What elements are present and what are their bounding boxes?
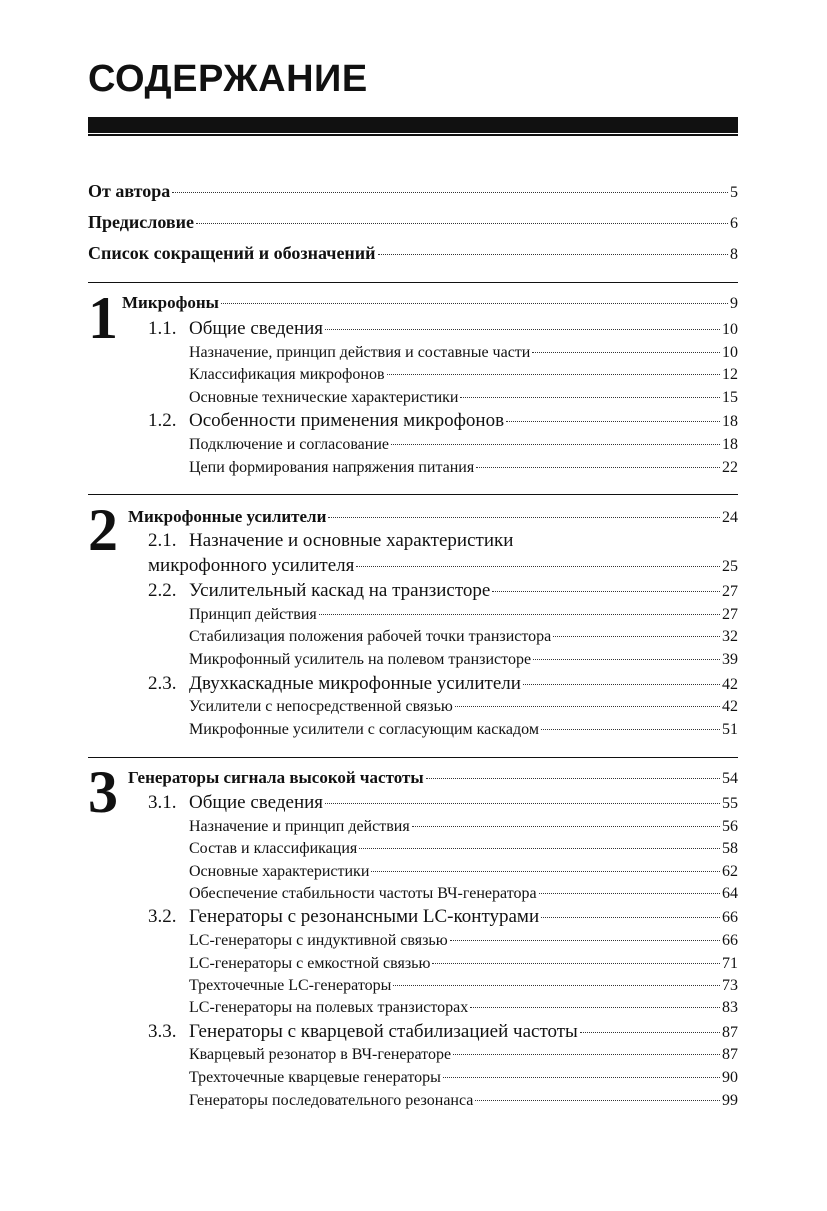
subsection-title: Цепи формирования напряжения питания bbox=[189, 459, 475, 476]
toc-page-number: 62 bbox=[722, 863, 738, 880]
toc-page-number: 8 bbox=[730, 246, 738, 263]
subsection-title: LC-генераторы с емкостной связью bbox=[189, 955, 431, 972]
subsection-title: Генераторы последовательного резонанса bbox=[189, 1092, 474, 1109]
subsection-title: LC-генераторы с индуктивной связью bbox=[189, 932, 448, 949]
toc-page-number: 42 bbox=[722, 676, 738, 693]
toc-section[interactable] bbox=[148, 673, 738, 695]
toc-page-number: 71 bbox=[722, 955, 738, 972]
toc-section-line2[interactable] bbox=[148, 555, 738, 577]
leader-dots bbox=[412, 826, 720, 827]
section-number: 1.2. bbox=[148, 410, 177, 431]
toc-subsection[interactable] bbox=[189, 721, 738, 739]
section-title: Назначение и основные характеристики bbox=[189, 530, 514, 551]
toc-subsection[interactable] bbox=[189, 366, 738, 384]
section-title: Общие сведения bbox=[189, 318, 324, 339]
toc-page-number: 66 bbox=[722, 909, 738, 926]
toc-page-number: 5 bbox=[730, 184, 738, 201]
toc-entry-title: Список сокращений и обозначений bbox=[88, 243, 376, 263]
toc-section[interactable] bbox=[148, 318, 738, 340]
toc-subsection[interactable] bbox=[189, 1092, 738, 1110]
toc-entry-abbreviations[interactable] bbox=[88, 243, 738, 264]
section-number: 1.1. bbox=[148, 318, 177, 339]
toc-page-number: 22 bbox=[722, 459, 738, 476]
leader-dots bbox=[533, 659, 720, 660]
toc-page-number: 32 bbox=[722, 628, 738, 645]
toc-page-number: 15 bbox=[722, 389, 738, 406]
toc-subsection[interactable] bbox=[189, 977, 738, 995]
toc-page-number: 10 bbox=[722, 344, 738, 361]
subsection-title: LC-генераторы на полевых транзисторах bbox=[189, 999, 469, 1016]
leader-dots bbox=[359, 848, 720, 849]
section-title: Двухкаскадные микрофонные усилители bbox=[189, 673, 521, 694]
toc-page-number: 6 bbox=[730, 215, 738, 232]
subsection-title: Микрофонный усилитель на полевом транзисторе bbox=[189, 651, 532, 668]
toc-page-number: 25 bbox=[722, 558, 738, 575]
leader-dots bbox=[391, 444, 720, 445]
chapter-number: 1 bbox=[88, 285, 118, 351]
leader-dots bbox=[553, 636, 720, 637]
toc-subsection[interactable] bbox=[189, 389, 738, 407]
section-title: Генераторы с кварцевой стабилизацией частоты bbox=[189, 1021, 578, 1042]
toc-page-number: 10 bbox=[722, 321, 738, 338]
section-title: Усилительный каскад на транзисторе bbox=[189, 580, 491, 601]
chapter-heading[interactable] bbox=[122, 293, 738, 313]
toc-page-number: 24 bbox=[722, 509, 738, 526]
subsection-title: Стабилизация положения рабочей точки транзистора bbox=[189, 628, 552, 645]
subsection-title: Усилители с непосредственной связью bbox=[189, 698, 453, 715]
toc-page-number: 87 bbox=[722, 1046, 738, 1063]
toc-page-number: 99 bbox=[722, 1092, 738, 1109]
section-number: 3.1. bbox=[148, 792, 177, 813]
toc-subsection[interactable] bbox=[189, 1069, 738, 1087]
toc-subsection[interactable] bbox=[189, 885, 738, 903]
section-number: 3.2. bbox=[148, 906, 177, 927]
leader-dots bbox=[426, 778, 720, 779]
toc-page-number: 27 bbox=[722, 583, 738, 600]
subsection-title: Назначение, принцип действия и составные части bbox=[189, 344, 531, 361]
toc-subsection[interactable] bbox=[189, 344, 738, 362]
toc-section[interactable] bbox=[148, 580, 738, 602]
section-title: Особенности применения микрофонов bbox=[189, 410, 505, 431]
toc-page-number: 66 bbox=[722, 932, 738, 949]
leader-dots bbox=[432, 963, 720, 964]
leader-dots bbox=[580, 1032, 720, 1033]
subsection-title: Принцип действия bbox=[189, 606, 317, 623]
leader-dots bbox=[319, 614, 720, 615]
toc-section[interactable] bbox=[148, 1021, 738, 1043]
toc-entry-title: От автора bbox=[88, 181, 171, 201]
chapter-separator bbox=[88, 757, 738, 758]
leader-dots bbox=[539, 893, 720, 894]
chapter-heading[interactable] bbox=[128, 768, 738, 788]
toc-page-number: 73 bbox=[722, 977, 738, 994]
title-rule-thick bbox=[88, 117, 738, 133]
chapter-title: Микрофонные усилители bbox=[128, 507, 327, 526]
toc-subsection[interactable] bbox=[189, 606, 738, 624]
page-title: СОДЕРЖАНИЕ bbox=[88, 58, 368, 100]
toc-page-number: 56 bbox=[722, 818, 738, 835]
toc-page-number: 87 bbox=[722, 1024, 738, 1041]
leader-dots bbox=[541, 729, 720, 730]
section-title: Общие сведения bbox=[189, 792, 324, 813]
toc-page-number: 58 bbox=[722, 840, 738, 857]
leader-dots bbox=[450, 940, 720, 941]
leader-dots bbox=[455, 706, 720, 707]
toc-page-number: 55 bbox=[722, 795, 738, 812]
leader-dots bbox=[460, 397, 720, 398]
toc-page-number: 18 bbox=[722, 436, 738, 453]
leader-dots bbox=[172, 192, 728, 193]
subsection-title: Микрофонные усилители с согласующим каскадом bbox=[189, 721, 539, 738]
leader-dots bbox=[378, 254, 728, 255]
subsection-title: Трехточечные кварцевые генераторы bbox=[189, 1069, 441, 1086]
toc-page-number: 42 bbox=[722, 698, 738, 715]
leader-dots bbox=[453, 1054, 720, 1055]
toc-subsection[interactable] bbox=[189, 651, 738, 669]
toc-subsection[interactable] bbox=[189, 932, 738, 950]
leader-dots bbox=[470, 1007, 720, 1008]
chapter-heading[interactable] bbox=[128, 507, 738, 527]
leader-dots bbox=[541, 917, 720, 918]
chapter-number: 2 bbox=[88, 497, 118, 563]
toc-section[interactable] bbox=[148, 906, 738, 928]
toc-page-number: 90 bbox=[722, 1069, 738, 1086]
toc-subsection[interactable] bbox=[189, 840, 738, 858]
subsection-title: Подключение и согласование bbox=[189, 436, 389, 453]
subsection-title: Обеспечение стабильности частоты ВЧ-генератора bbox=[189, 885, 537, 902]
subsection-title: Трехточечные LC-генераторы bbox=[189, 977, 392, 994]
section-title: микрофонного усилителя bbox=[148, 555, 355, 576]
toc-page-number: 64 bbox=[722, 885, 738, 902]
toc-section-line1[interactable] bbox=[148, 530, 513, 552]
toc-entry-preface[interactable] bbox=[88, 212, 738, 233]
toc-subsection[interactable] bbox=[189, 955, 738, 973]
leader-dots bbox=[506, 421, 720, 422]
leader-dots bbox=[387, 374, 720, 375]
leader-dots bbox=[221, 303, 728, 304]
chapter-title: Генераторы сигнала высокой частоты bbox=[128, 768, 424, 787]
toc-subsection[interactable] bbox=[189, 863, 738, 881]
subsection-title: Состав и классификация bbox=[189, 840, 358, 857]
leader-dots bbox=[532, 352, 720, 353]
leader-dots bbox=[476, 467, 720, 468]
subsection-title: Классификация микрофонов bbox=[189, 366, 385, 383]
section-number: 2.1. bbox=[148, 530, 177, 551]
leader-dots bbox=[492, 591, 720, 592]
toc-page-number: 18 bbox=[722, 413, 738, 430]
toc-section[interactable] bbox=[148, 792, 738, 814]
leader-dots bbox=[328, 517, 720, 518]
leader-dots bbox=[475, 1100, 720, 1101]
toc-entry-title: Предисловие bbox=[88, 212, 194, 232]
toc-subsection[interactable] bbox=[189, 1046, 738, 1064]
toc-page-number: 51 bbox=[722, 721, 738, 738]
toc-page-number: 12 bbox=[722, 366, 738, 383]
subsection-title: Назначение и принцип действия bbox=[189, 818, 410, 835]
toc-entry-author[interactable] bbox=[88, 181, 738, 202]
toc-page-number: 27 bbox=[722, 606, 738, 623]
subsection-title: Основные характеристики bbox=[189, 863, 370, 880]
subsection-title: Кварцевый резонатор в ВЧ-генераторе bbox=[189, 1046, 452, 1063]
toc-page-number: 83 bbox=[722, 999, 738, 1016]
toc-page-number: 39 bbox=[722, 651, 738, 668]
section-title: Генераторы с резонансными LC-контурами bbox=[189, 906, 540, 927]
section-number: 2.3. bbox=[148, 673, 177, 694]
subsection-title: Основные технические характеристики bbox=[189, 389, 459, 406]
section-number: 3.3. bbox=[148, 1021, 177, 1042]
chapter-title: Микрофоны bbox=[122, 293, 219, 312]
toc-subsection[interactable] bbox=[189, 818, 738, 836]
chapter-separator bbox=[88, 494, 738, 495]
chapter-separator bbox=[88, 282, 738, 283]
toc-subsection[interactable] bbox=[189, 698, 738, 716]
toc-page-number: 54 bbox=[722, 770, 738, 787]
leader-dots bbox=[196, 223, 728, 224]
leader-dots bbox=[371, 871, 720, 872]
leader-dots bbox=[393, 985, 720, 986]
toc-section[interactable] bbox=[148, 410, 738, 432]
toc-subsection[interactable] bbox=[189, 999, 738, 1017]
leader-dots bbox=[325, 803, 720, 804]
section-number: 2.2. bbox=[148, 580, 177, 601]
title-rule-thin bbox=[88, 134, 738, 136]
leader-dots bbox=[356, 566, 720, 567]
toc-subsection[interactable] bbox=[189, 436, 738, 454]
chapter-number: 3 bbox=[88, 759, 118, 825]
leader-dots bbox=[325, 329, 720, 330]
leader-dots bbox=[523, 684, 720, 685]
toc-subsection[interactable] bbox=[189, 459, 738, 477]
leader-dots bbox=[443, 1077, 720, 1078]
toc-subsection[interactable] bbox=[189, 628, 738, 646]
toc-page-number: 9 bbox=[730, 295, 738, 312]
